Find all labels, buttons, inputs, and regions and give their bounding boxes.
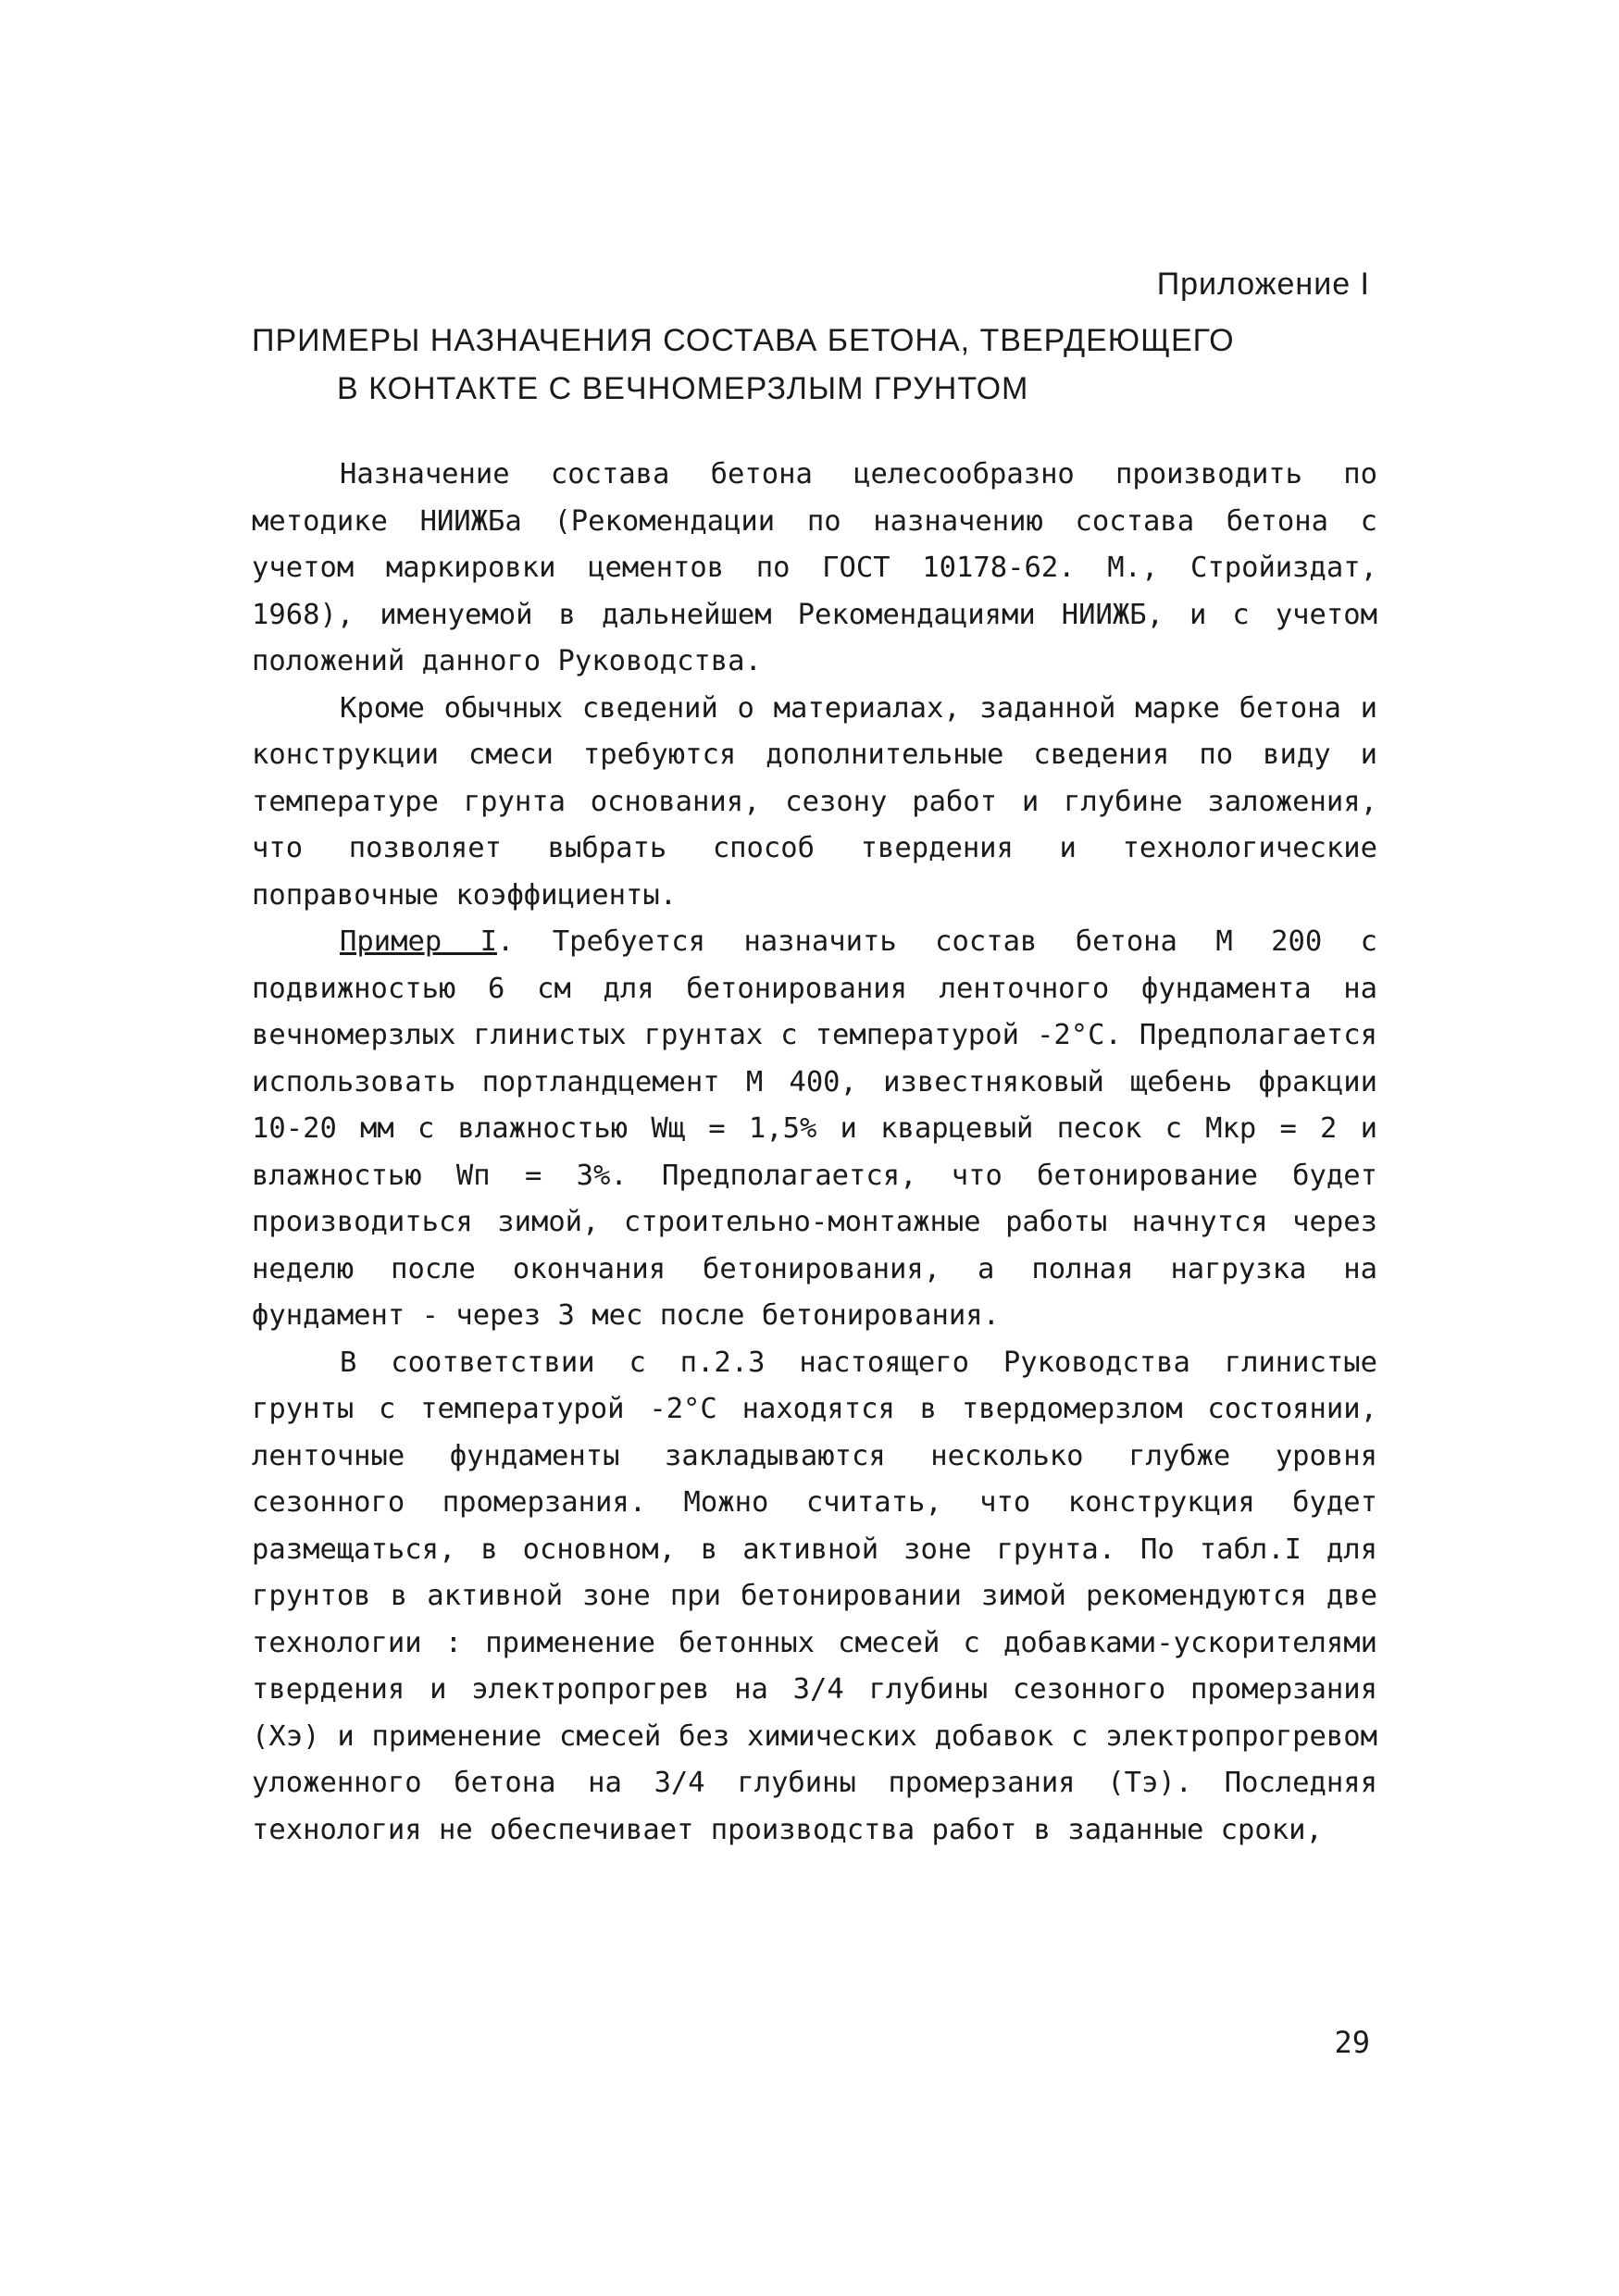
page-number: 29 — [1334, 2025, 1370, 2060]
appendix-label: Приложение I — [1156, 267, 1370, 302]
example-label: Пример I — [340, 925, 497, 958]
heading-line-1: ПРИМЕРЫ НАЗНАЧЕНИЯ СОСТАВА БЕТОНА, ТВЕРДЕЮЩЕГО — [252, 323, 1235, 358]
paragraph-3-text: . Требуется назначить состав бетона М 200 с подвижностью 6 см для бетонирования ленточного фундамента на вечномерзлых глинистых грунтах с температурой -2°С. Предполагается использовать портландцемент М 400, известняковый щебень фракции 10-20 мм с влажностью Wщ = 1,5% и кварцевый песок с Мкр = 2 и влажностью Wп = 3%. Предполагается, что бетонирование будет производиться зимой, строительно-монтажные работы начнутся через неделю после окончания бетонирования, а полная нагрузка на фундамент - через 3 мес после бетонирования. — [252, 925, 1377, 1332]
paragraph-3 — [252, 919, 1377, 1340]
heading-line-2: В КОНТАКТЕ С ВЕЧНОМЕРЗЛЫМ ГРУНТОМ — [337, 371, 1029, 406]
paragraph-2: Кроме обычных сведений о материалах, заданной марке бетона и конструкции смеси требуются дополнительные сведения по виду и температуре грунта основания, сезону работ и глубине заложения, что позволяет выбрать способ твердения и технологические поправочные коэффициенты. — [252, 691, 1377, 912]
body-text — [252, 452, 1377, 1854]
section-heading — [252, 316, 1363, 413]
paragraph-1: Назначение состава бетона целесообразно производить по методике НИИЖБа (Рекомендации по назначению состава бетона с учетом маркировки цементов по ГОСТ 10178-62. М., Стройиздат, 1968), именуемой в дальнейшем Рекомендациями НИИЖБ, и с учетом положений данного Руководства. — [252, 458, 1377, 677]
paragraph-4: В соответствии с п.2.3 настоящего Руководства глинистые грунты с температурой -2°С находятся в твердомерзлом состоянии, ленточные фундаменты закладываются несколько глубже уровня сезонного промерзания. Можно считать, что конструкция будет размещаться, в основном, в активной зоне грунта. По табл.I для грунтов в активной зоне при бетонировании зимой рекомендуются две технологии : применение бетонных смесей с добавками-ускорителями твердения и электропрогрев на 3/4 глубины сезонного промерзания (Хэ) и применение смесей без химических добавок с электропрогревом уложенного бетона на 3/4 глубины промерзания (Тэ). Последняя технология не обеспечивает производства работ в заданные сроки, — [252, 1346, 1377, 1846]
